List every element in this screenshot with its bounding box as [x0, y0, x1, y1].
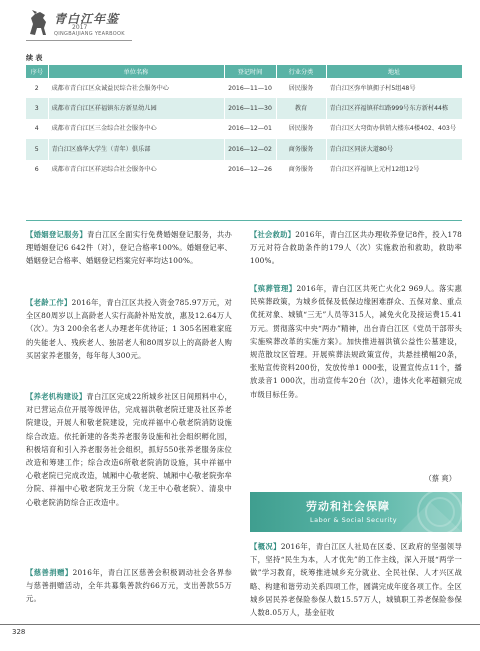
header-index: 序号: [26, 65, 48, 78]
section-banner: [250, 492, 462, 532]
cell-index: 6: [26, 160, 48, 180]
cell-index: 2: [26, 78, 48, 98]
table-row: [26, 119, 462, 139]
paragraph-tag: 【概况】: [250, 542, 281, 551]
cell-date: 2016—12—02: [224, 139, 276, 159]
paragraph-text: 2016年，青白江区共投入资金785.97万元，对全区80周岁以上高龄老人实行高龄补贴发放，惠及12.64万人（次）。为3 200余名老人办理老年优待证；1 305名困难家庭的失能老人、残疾老人、独居老人和80周岁以上的高龄老人购买居家养老服务，每年每人300元。: [26, 298, 232, 360]
continued-label: 续 表: [26, 53, 43, 62]
cell-industry: 居民服务: [276, 119, 326, 139]
table-header-row: [26, 65, 462, 78]
cell-date: 2016—12—01: [224, 119, 276, 139]
header-address: 地址: [326, 65, 462, 78]
paragraph-funeral-management: [250, 282, 462, 401]
table-row: [26, 160, 462, 180]
footer-rule: [0, 624, 480, 625]
cell-address: 青白江区祥福镇上元村12组12号: [326, 160, 462, 180]
section-subtitle: Labor & Social Security: [310, 516, 398, 524]
decorative-pattern-icon: [400, 492, 462, 532]
paragraph-tag: 【殡葬管理】: [250, 284, 297, 293]
paragraph-tag: 【社会救助】: [250, 230, 296, 239]
paragraph-charity-donation: [26, 566, 232, 606]
paragraph-text: 2016年，青白江区共办理收养登记8件，投入178万元对符合救助条件的179人（次）实施救治和救助，救助率100%。: [250, 230, 463, 266]
cell-unit-name: 成都市青白江区三金综合社会服务中心: [48, 119, 224, 139]
paragraph-text: 2016年，青白江区共死亡火化2 969人。落实惠民殡葬政策，为城乡低保及低保边缘困难群众、五保对象、重点优抚对象、城镇“三无”人员等315人，减免火化及接运费15.41万元。贯彻落实中央“两办”精神，出台青白江区《党员干部带头实施殡葬改革的实施方案》。加快推进福洪镇公益性公墓建设，规范散坟区管理。开展殡葬法规政策宣传，共悬挂横幅20条，张贴宣传资料200份，发放传单1 000张，设置宣传点11个，播放录音1 000次，出动宣传车20台（次），遗体火化率超额完成市级目标任务。: [250, 284, 462, 399]
cell-address: 青白江区大弯街办供销大楼东4楼402、403号: [326, 119, 462, 139]
paragraph-tag: 【婚姻登记服务】: [26, 230, 88, 239]
cell-index: 4: [26, 119, 48, 139]
paragraph-social-assistance: [250, 228, 462, 268]
cell-unit-name: 成都市青白江区众诚益民综合社会服务中心: [48, 78, 224, 98]
paragraph-tag: 【慈善捐赠】: [26, 568, 73, 577]
table-row: [26, 78, 462, 98]
cell-unit-name: 青白江区盛华大学生（青年）俱乐部: [48, 139, 224, 159]
paragraph-overview: [250, 540, 462, 619]
paragraph-marriage-registration: [26, 228, 232, 268]
book-subtitle: QINGBAIJIANG YEARBOOK: [54, 31, 125, 37]
author-signature: （蔡 爽）: [424, 474, 456, 483]
section-title: 劳动和社会保障: [306, 500, 390, 513]
cell-unit-name: 成都市青白江区祥福镇东方新星幼儿园: [48, 98, 224, 118]
cell-industry: 商务服务: [276, 139, 326, 159]
table-row: [26, 98, 462, 118]
header-rule: [26, 40, 132, 41]
header-unit-name: 单位名称: [48, 65, 224, 78]
cell-industry: 商务服务: [276, 160, 326, 180]
paragraph-text: 2016年，青白江区人社局在区委、区政府的坚强领导下，坚持“民生为本，人才优先”的工作主线，深入开展“两学一做”学习教育，统筹推进城乡充分就业、全民社保、人才兴区战略、构建和谐劳动关系四项工作，圆满完成年度各项工作。全区城乡居民养老保险参保人数15.57万人，城镇职工养老保险参保人数8.05万人，基金征收: [250, 542, 462, 618]
cell-address: 青白江区弥牟镇拥子村5组48号: [326, 78, 462, 98]
header-industry: 行业分类: [276, 65, 326, 78]
paragraph-text: 青白江区全面实行免费婚姻登记服务，共办理婚姻登记6 642件（对），登记合格率100%。婚姻登记率、婚姻登记合格率、婚姻登记档案完好率均达100%。: [26, 230, 232, 266]
cell-date: 2016—11—10: [224, 78, 276, 98]
cell-index: 5: [26, 139, 48, 159]
cell-address: 青白江区祥福镇祥红路999号东方新村44栋: [326, 98, 462, 118]
header-date: 登记时间: [224, 65, 276, 78]
cell-date: 2016—11—30: [224, 98, 276, 118]
table-row: [26, 139, 462, 159]
paragraph-elderly-care-facilities: [26, 390, 232, 509]
cell-unit-name: 成都市青白江区祥运综合社会服务中心: [48, 160, 224, 180]
paragraph-tag: 【养老机构建设】: [26, 392, 87, 401]
registration-table: [26, 65, 463, 180]
cell-date: 2016—12—26: [224, 160, 276, 180]
cell-industry: 教育: [276, 98, 326, 118]
book-year: 2017: [72, 24, 88, 31]
book-title: 青白江年鉴: [54, 12, 120, 26]
horse-logo-icon: [26, 8, 52, 38]
cell-index: 3: [26, 98, 48, 118]
paragraph-text: 青白江区完成22所城乡社区日间照料中心，对已营运点位开展等级评估，完成福洪敬老院迁建及社区养老院建设，开展人和敬老院建设，完成祥福中心敬老院消防设施综合改造。依托新建的各类养老服务设施和社会组织孵化园，积极培育和引入养老服务社会组织，抓好550张养老服务床位改造和筹建工作；综合改造6所敬老院消防设施，其中祥福中心敬老院已完成改造，城厢中心敬老院、城厢中心敬老院弥牟分院、祥福中心敬老院龙王分院（龙王中心敬老院）、清泉中心敬老院消防综合正改造中。: [26, 392, 232, 507]
page-number: 328: [12, 628, 26, 636]
paragraph-text: 2016年，青白江区慈善会积极调动社会各界参与慈善捐赠活动，全年共募集善款约66万元，支出善款55万元。: [26, 568, 233, 604]
paragraph-aging-work: [26, 296, 232, 362]
cell-industry: 居民服务: [276, 78, 326, 98]
table-bottom-rule: [26, 220, 462, 221]
paragraph-tag: 【老龄工作】: [26, 298, 72, 307]
cell-address: 青白江区同济大道80号: [326, 139, 462, 159]
